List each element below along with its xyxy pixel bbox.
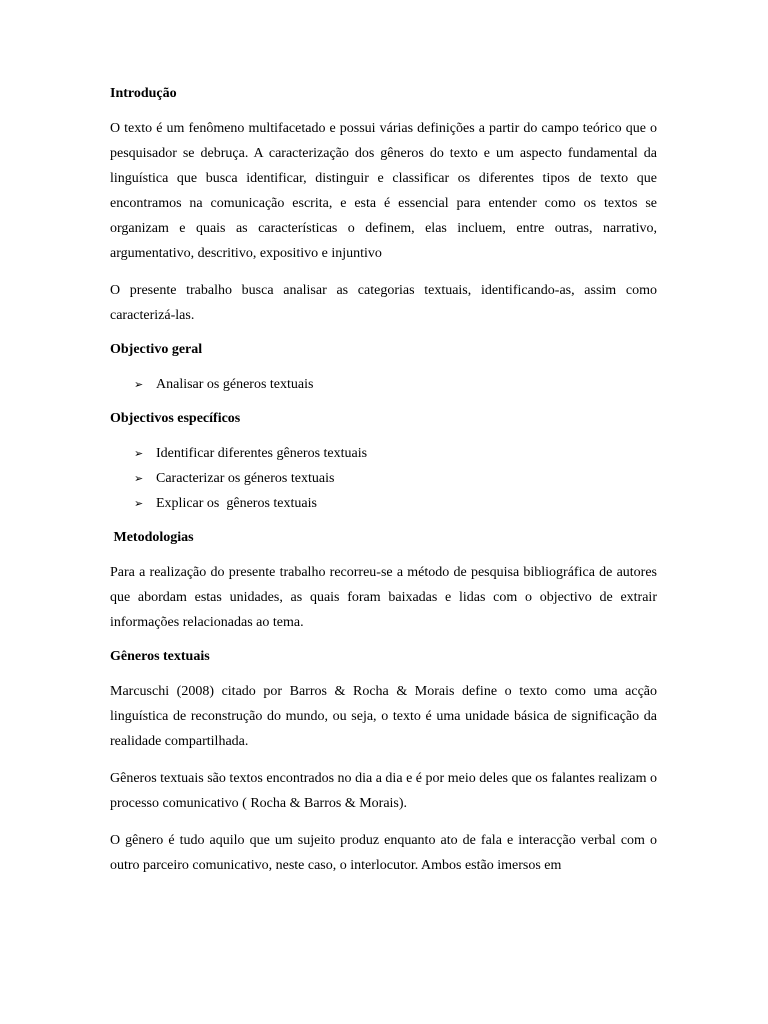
list-item-text: Analisar os géneros textuais xyxy=(156,377,314,392)
document-body xyxy=(110,84,657,890)
paragraph-intro-1: O texto é um fenômeno multifacetado e possui várias definições a partir do campo teórico que o pesquisador se debruça. A caracterização dos gêneros do texto e um aspecto fundamental da linguística que busca identificar, distinguir e classificar os diferentes tipos de texto que encontramos na comunicação escrita, e esta é essencial para entender como os textos se organizam e quais as características o definem, elas incluem, entre outras, narrativo, argumentativo, descritivo, expositivo e injuntivo xyxy=(110,121,657,261)
paragraph-intro-2: O presente trabalho busca analisar as categorias textuais, identificando-as, assim como caracterizá-las. xyxy=(110,283,657,323)
list-item xyxy=(134,491,657,516)
list-item xyxy=(134,441,657,466)
paragraph-generos-1: Marcuschi (2008) citado por Barros & Rocha & Morais define o texto como uma acção linguística de reconstrução do mundo, ou seja, o texto é uma unidade básica de significação da realidade compartilhada. xyxy=(110,684,657,749)
arrowhead-bullet-icon: ➢ xyxy=(134,378,144,391)
heading-objectivo-geral: Objectivo geral xyxy=(110,342,203,357)
list-item-text: Caracterizar os géneros textuais xyxy=(156,471,335,486)
list-item xyxy=(134,372,657,397)
list-item-text: Explicar os gêneros textuais xyxy=(156,496,317,511)
heading-metodologias: Metodologias xyxy=(110,530,194,545)
list-objectivos-especificos xyxy=(110,441,657,516)
list-objectivo-geral xyxy=(110,372,657,397)
arrowhead-bullet-icon: ➢ xyxy=(134,447,144,460)
paragraph-generos-2: Gêneros textuais são textos encontrados no dia a dia e é por meio deles que os falantes realizam o processo comunicativo ( Rocha & Barros & Morais). xyxy=(110,771,657,811)
paragraph-metodologias: Para a realização do presente trabalho recorreu-se a método de pesquisa bibliográfica de autores que abordam estas unidades, as quais foram baixadas e lidas com o objectivo de extrair informações relacionadas ao tema. xyxy=(110,565,657,630)
heading-generos-textuais: Gêneros textuais xyxy=(110,649,210,664)
arrowhead-bullet-icon: ➢ xyxy=(134,497,144,510)
heading-introducao: Introdução xyxy=(110,86,177,101)
heading-objectivos-especificos: Objectivos específicos xyxy=(110,411,241,426)
arrowhead-bullet-icon: ➢ xyxy=(134,472,144,485)
paragraph-generos-3: O gênero é tudo aquilo que um sujeito produz enquanto ato de fala e interacção verbal com o outro parceiro comunicativo, neste caso, o interlocutor. Ambos estão imersos em xyxy=(110,833,657,873)
list-item xyxy=(134,466,657,491)
list-item-text: Identificar diferentes gêneros textuais xyxy=(156,446,368,461)
